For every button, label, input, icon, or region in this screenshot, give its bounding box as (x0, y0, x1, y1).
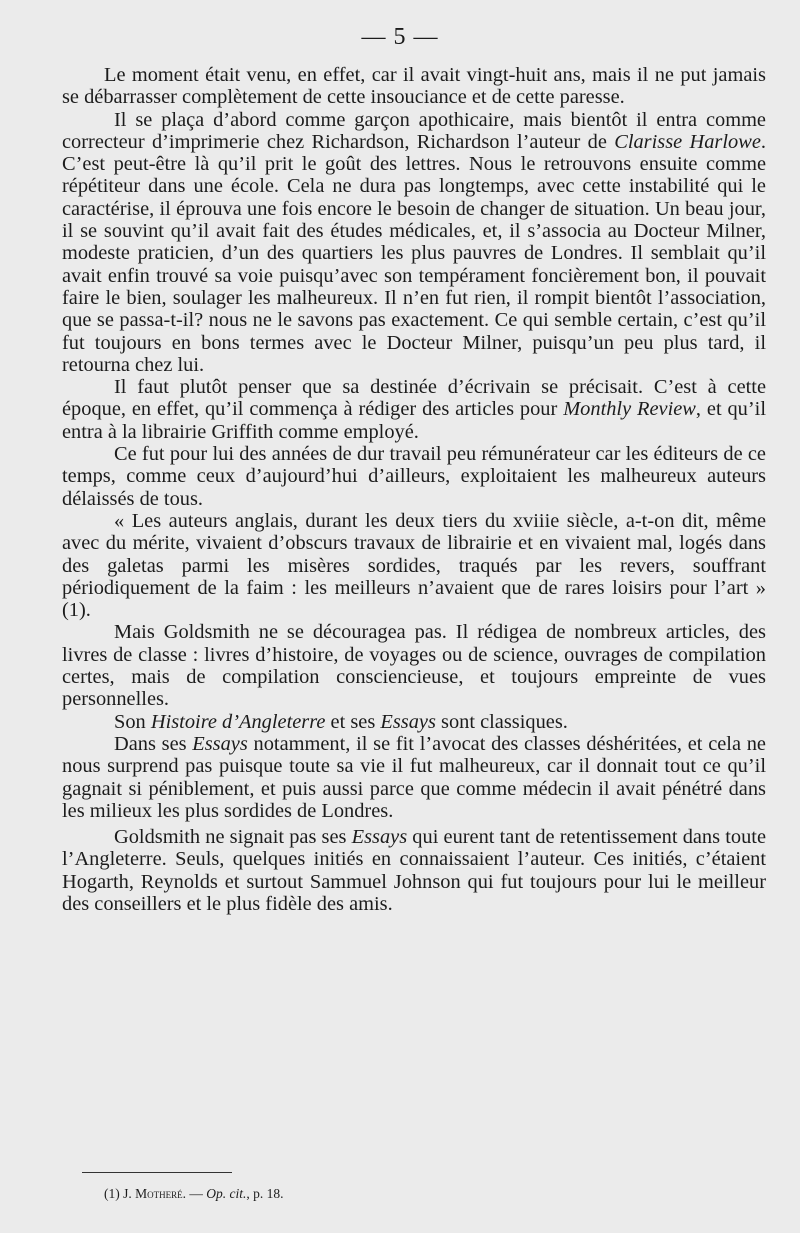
book-title: Essays (380, 710, 436, 733)
paragraph: Goldsmith ne signait pas ses Essays qui eurent tant de retentissement dans toute l’Angleterre. Seuls, quelques initiés en connaissaient l’auteur. Ces initiés, c’étaient Hogarth, Reynolds et surtout Sammuel Johnson qui fut toujours pour lui le meilleur des conseillers et le plus fidèle des amis. (62, 826, 766, 915)
footnote (104, 1186, 284, 1202)
footnote-reference: Op. cit. (206, 1186, 247, 1201)
book-title: Essays (192, 732, 248, 755)
footnote-separator: — (189, 1186, 203, 1201)
footnote-author: J. Motheré. (123, 1186, 187, 1201)
paragraph: Dans ses Essays notamment, il se fit l’avocat des classes déshéritées, et cela ne nous surprend pas puisque toute sa vie il fut malheureux, car il donnait tout ce qu’il gagnait si péniblement, et puis aussi parce que comme médecin il avait pénétré dans les milieux les plus sordides de Londres. (62, 732, 766, 822)
footnote-page: , p. 18. (246, 1186, 284, 1201)
book-title: Clarisse Harlowe (614, 130, 761, 153)
paragraph: Son Histoire d’Angleterre et ses Essays sont classiques. (114, 710, 568, 733)
book-title: Essays (351, 826, 408, 849)
paragraph: Ce fut pour lui des années de dur travail peu rémunérateur car les éditeurs de ce temps, comme ceux d’aujourd’hui d’ailleurs, exploitaient les malheureux auteurs délaissés de tous. (62, 443, 766, 510)
footnote-divider (82, 1172, 232, 1173)
periodical-title: Monthly Review (563, 398, 696, 421)
body-text (62, 64, 766, 915)
paragraph: Il se plaça d’abord comme garçon apothicaire, mais bientôt il entra comme correcteur d’imprimerie chez Richardson, Richardson l’auteur de Clarisse Harlowe. C’est peut-être là qu’il prit le goût des lettres. Nous le retrouvons ensuite comme répétiteur dans une école. Cela ne dura pas longtemps, avec cette instabilité qui le caractérise, il éprouva une fois encore le besoin de changer de situation. Un beau jour, il se souvint qu’il avait fait des études médicales, et, il s’associa au Docteur Milner, modeste praticien, d’un des quartiers les plus pauvres de Londres. Il semblait qu’il avait enfin trouvé sa voie puisqu’avec son tempérament foncièrement bon, il pouvait faire le bien, soulager les malheureux. Il n’en fut rien, il rompit bientôt l’association, que se passa-t-il? nous ne le savons pas exactement. Ce qui semble certain, c’est qu’il fut toujours en bons termes avec le Docteur Milner, puisqu’un peu plus tard, il retourna chez lui. (62, 108, 766, 376)
page-number: — 5 — (361, 24, 439, 50)
paragraph: Il faut plutôt penser que sa destinée d’écrivain se précisait. C’est à cette époque, en effet, qu’il commença à rédiger des articles pour Monthly Review, et qu’il entra à la librairie Griffith comme employé. (62, 376, 766, 443)
paragraph: Mais Goldsmith ne se découragea pas. Il rédigea de nombreux articles, des livres de classe : livres d’histoire, de voyages ou de science, ouvrages de compilation certes, mais de compilation consciencieuse, et toujours empreinte de vues personnelles. (62, 621, 766, 711)
quotation-paragraph: « Les auteurs anglais, durant les deux tiers du xviiie siècle, a-t-on dit, même avec du mérite, vivaient d’obscurs travaux de librairie et en vivaient mal, logés dans des galetas parmi les misères sordides, traqués par les revers, souffrant périodiquement de la faim : les meilleurs n’avaient que de rares loisirs pour l’art » (1). (62, 509, 766, 622)
book-title: Histoire d’Angleterre (150, 710, 326, 733)
paragraph: Le moment était venu, en effet, car il avait vingt-huit ans, mais il ne put jamais se débarrasser complètement de cette insouciance et de cette paresse. (62, 64, 766, 109)
footnote-marker: (1) (104, 1186, 120, 1201)
